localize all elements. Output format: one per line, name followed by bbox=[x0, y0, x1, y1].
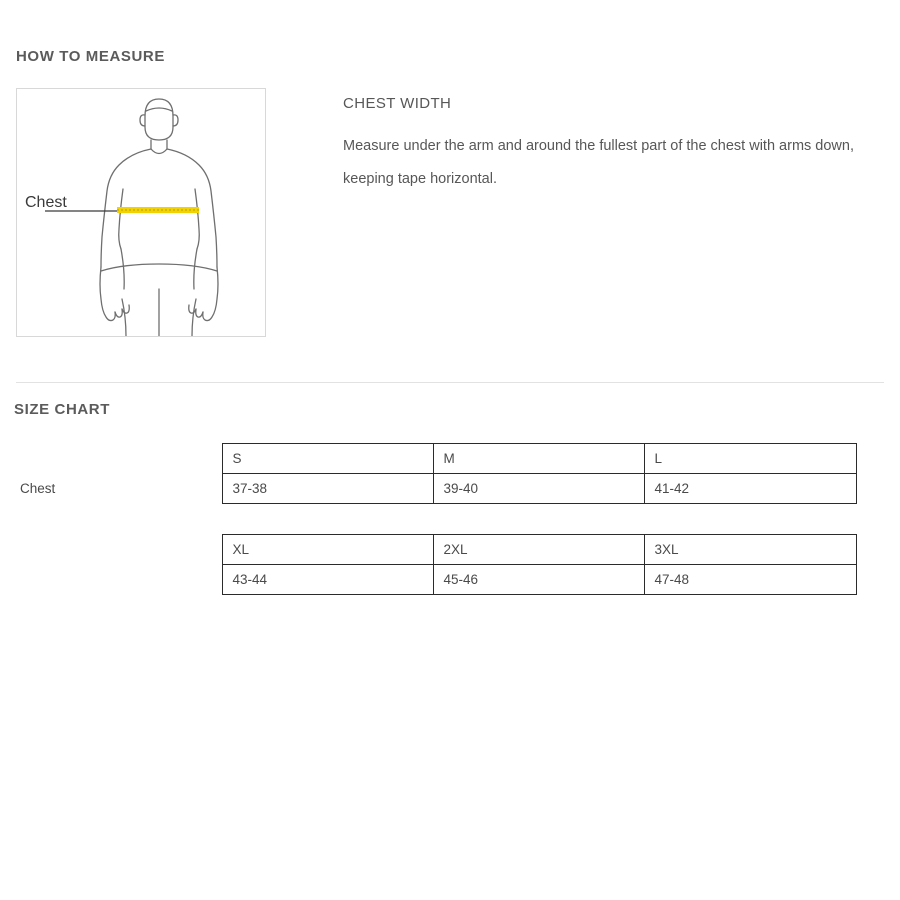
chest-measure-diagram bbox=[16, 88, 266, 337]
size-header-2xl: 2XL bbox=[433, 534, 644, 564]
table-row bbox=[10, 474, 856, 504]
how-to-measure-heading: HOW TO MEASURE bbox=[16, 48, 165, 65]
chest-value-s: 37-38 bbox=[222, 474, 433, 504]
chest-value-xl: 43-44 bbox=[222, 564, 433, 594]
size-table-group-two bbox=[10, 534, 857, 595]
size-chart-heading: SIZE CHART bbox=[14, 401, 110, 418]
row-label-chest: Chest bbox=[20, 481, 56, 496]
chest-value-l: 41-42 bbox=[644, 474, 856, 504]
size-header-m: M bbox=[433, 444, 644, 474]
measurement-description: Measure under the arm and around the fullest part of the chest with arms down, keeping tape horizontal. bbox=[343, 138, 854, 187]
chest-diagram-label: Chest bbox=[25, 194, 67, 211]
male-torso-chest-measure-illustration bbox=[17, 89, 265, 336]
size-header-xl: XL bbox=[222, 534, 433, 564]
size-table-group-one bbox=[10, 443, 857, 534]
measurement-heading: CHEST WIDTH bbox=[343, 95, 452, 112]
measurement-instructions bbox=[343, 95, 873, 196]
size-header-l: L bbox=[644, 444, 856, 474]
table-spacer bbox=[10, 504, 856, 534]
table-row bbox=[10, 534, 856, 564]
chest-value-2xl: 45-46 bbox=[433, 564, 644, 594]
table-row bbox=[10, 564, 856, 594]
empty-corner-cell bbox=[10, 444, 222, 474]
size-header-3xl: 3XL bbox=[644, 534, 856, 564]
size-chart-tables bbox=[10, 443, 856, 595]
table-row bbox=[10, 444, 856, 474]
chest-value-m: 39-40 bbox=[433, 474, 644, 504]
empty-corner-cell bbox=[10, 534, 222, 564]
section-divider bbox=[16, 382, 884, 383]
size-header-s: S bbox=[222, 444, 433, 474]
empty-label-cell bbox=[10, 564, 222, 594]
chest-value-3xl: 47-48 bbox=[644, 564, 856, 594]
